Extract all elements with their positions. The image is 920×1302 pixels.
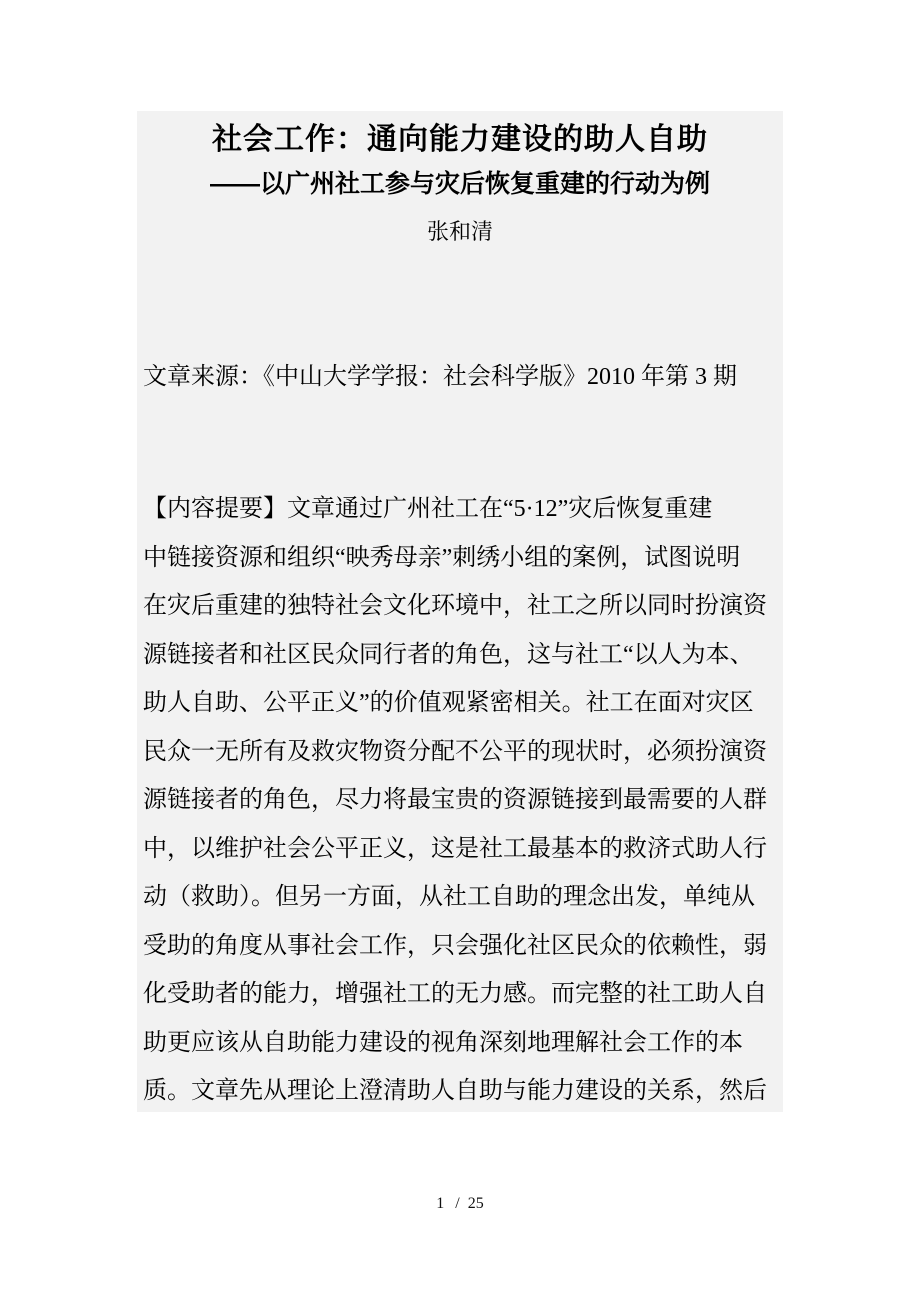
document-author: 张和清 xyxy=(426,219,493,244)
document-abstract xyxy=(137,485,783,1116)
document-subtitle: ——以广州社工参与灾后恢复重建的行动为例 xyxy=(209,170,710,198)
abstract-line: 中，以维护社会公平正义，这是社工最基本的救济式助人行 xyxy=(143,835,767,862)
abstract-line: 质。文章先从理论上澄清助人自助与能力建设的关系，然后 xyxy=(143,1078,767,1104)
abstract-line: 动（救助）。但另一方面，从社工自助的理念出发，单纯从 xyxy=(143,884,755,910)
document-title: 社会工作：通向能力建设的助人自助 xyxy=(212,123,708,156)
abstract-line: 化受助者的能力，增强社工的无力感。而完整的社工助人自 xyxy=(143,981,767,1007)
abstract-line: 中链接资源和组织“映秀母亲”刺绣小组的案例，试图说明 xyxy=(143,544,741,571)
total-page-count: 25 xyxy=(467,1195,484,1212)
abstract-line: 【内容提要】文章通过广州社工在“5·12”灾后恢复重建 xyxy=(143,496,713,522)
page-number-footer xyxy=(0,1192,920,1216)
abstract-line: 在灾后重建的独特社会文化环境中，社工之所以同时扮演资 xyxy=(143,593,767,619)
abstract-line: 助更应该从自助能力建设的视角深刻地理解社会工作的本 xyxy=(143,1029,743,1056)
current-page-number: 1 xyxy=(436,1195,445,1212)
abstract-line: 源链接者的角色，尽力将最宝贵的资源链接到最需要的人群 xyxy=(143,787,767,813)
abstract-line: 受助的角度从事社会工作，只会强化社区民众的依赖性，弱 xyxy=(143,932,767,959)
page-number-separator: / xyxy=(455,1195,460,1212)
abstract-line: 民众一无所有及救灾物资分配不公平的现状时，必须扮演资 xyxy=(143,738,767,765)
document-source-line: 文章来源：《中山大学学报：社会科学版》2010 年第 3 期 xyxy=(143,364,737,390)
abstract-line: 助人自助、公平正义”的价值观紧密相关。社工在面对灾区 xyxy=(143,690,754,716)
document-text-block xyxy=(137,111,783,1112)
abstract-line: 源链接者和社区民众同行者的角色，这与社工“以人为本、 xyxy=(143,641,754,668)
